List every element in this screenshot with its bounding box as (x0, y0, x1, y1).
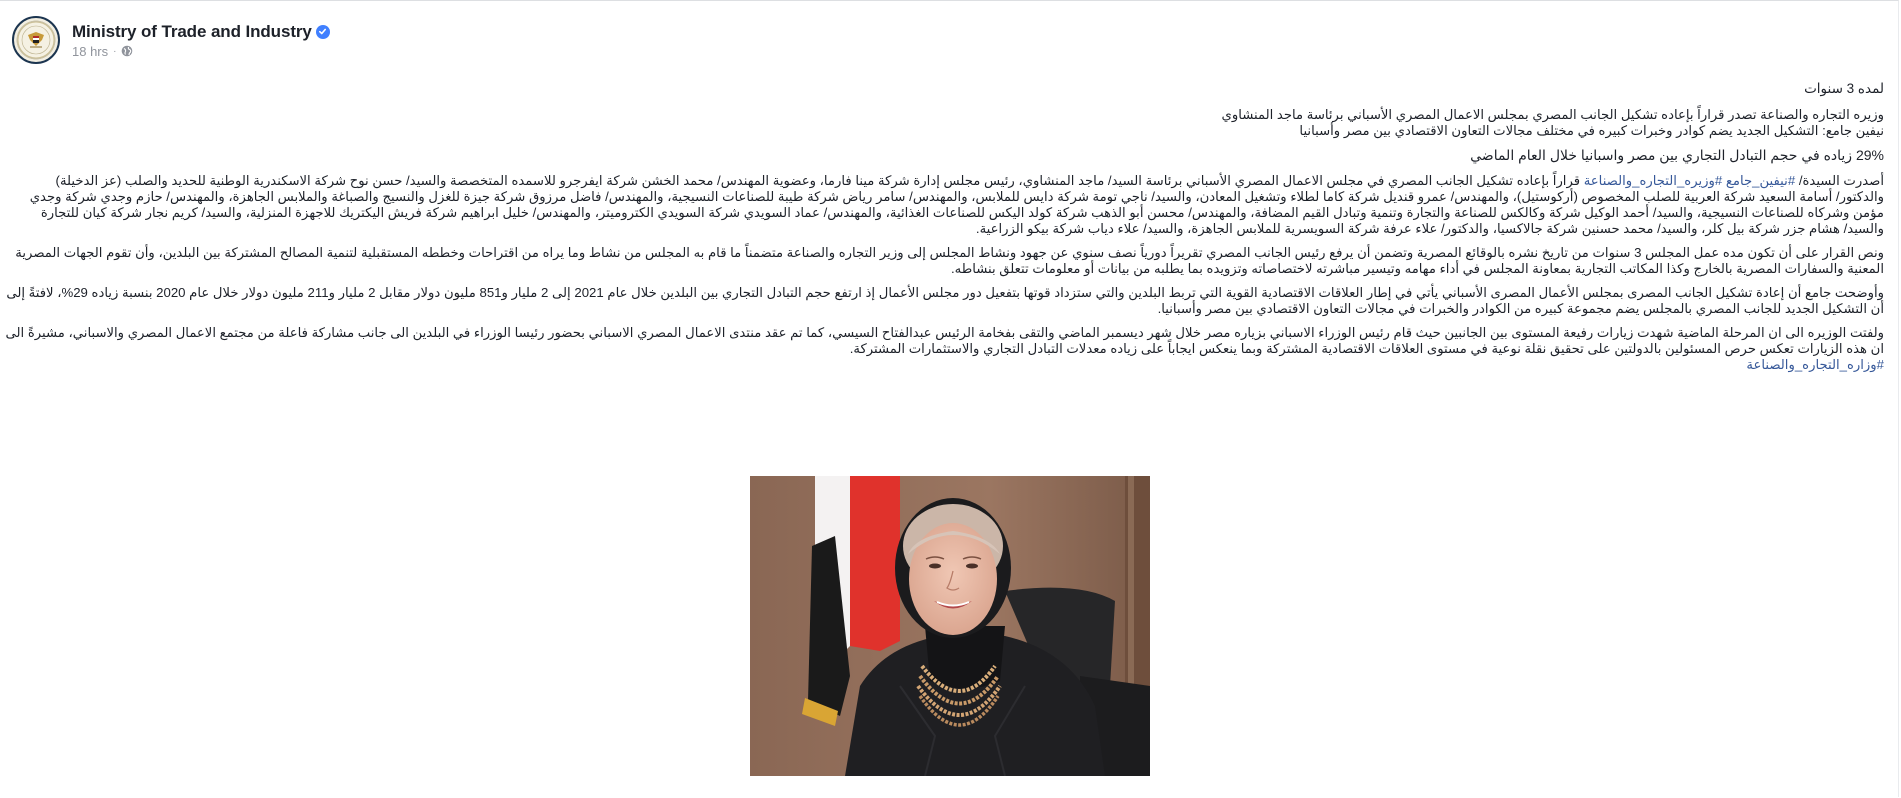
page-avatar[interactable] (12, 16, 60, 64)
post-paragraph-2: ونص القرار على أن تكون مده عمل المجلس 3 سنوات من تاريخ نشره بالوقائع المصرية وتضمن أن يرفع رئيس الجانب المصري تقريراً دورياً نصف سنوي عن جهود ونشاط المجلس إلى وزير التجاره والصناعة متضمناً ما قام به المجلس من نشاط وما يراه من اقتراحات وخططه المستقبلية لتنمية المصالح المشتركة بين البلدين، وأن تقوم الجهات المصرية المعنية والسفارات المصرية بالخارج وكذا المكاتب التجارية بمعاونة المجلس في أداء مهامه وتيسير مباشرته لاختصاصاته وتزويده بما يطلبه من بيانات أو معلومات تتعلق بنشاطه. (15, 245, 1884, 276)
post-body (4, 81, 1884, 373)
post-stat-line: 29% زياده في حجم التبادل التجاري بين مصر واسبانيا خلال العام الماضي (1470, 147, 1884, 163)
egypt-eagle-seal-icon (16, 20, 56, 60)
paragraph-1-text: قراراً بإعاده تشكيل الجانب المصري في مجلس الاعمال المصري الأسباني برئاسة السيد/ ماجد المنشاوي، رئيس مجلس إدارة شركة مينا فارما، وعضوية المهندس/ محمد الخشن شركة ايفرجرو للاسمده المتخصصة والسيد/ حسن نوح شركة الاسكندرية الوطنية للحديد والصلب (عز الدخيلة) والدكتور/ أسامة السعيد شركة العربية للصلب المخصوص (أركوستيل)، والمهندس/ عمرو قنديل شركة كاما لطلاء وتشغيل المعادن، والسيد/ ناجي تومة شركة دايس للملابس، والمهندس/ سامر رياض شركة طيبة للصناعات النسيجية، والمهندس/ فاضل مرزوق شركة جيزة للغزل والنسيج والصباغة والملابس الجاهزة، والمهندس/ حازم وجدي شركة وجدي مؤمن وشركاه للصناعات النسيجية، والسيد/ أحمد الوكيل شركة وكالكس للصناعة والتجارة وتنمية وتبادل القيم المضافة، والمهندس/ محسن أبو الذهب شركة كولد اليكس للصناعات الغذائية، والمهندس/ عماد السويدي شركة السويدي الكتروميتر، والمهندس/ خليل ابراهيم شركة فريش اليكتريك للاجهزة المنزلية، والسيد/ كريم نجار شركة كيان للتجارة والسيد/ هشام جزر شركة بيل كلر، والسيد/ محمد حسنين شركة جالاكسيا، والدكتور/ علاء عرفة شركة السويسرية للملابس الجاهزة، والسيد/ علاء دياب شركة بيكو الزراعية. (29, 173, 1884, 236)
separator-dot: · (113, 45, 117, 57)
post-photo[interactable] (750, 476, 1150, 776)
post-paragraph-3: وأوضحت جامع أن إعادة تشكيل الجانب المصرى بمجلس الأعمال المصرى الأسباني يأتي في إطار العلاقات الاقتصادية القوية التي تربط البلدين والتي ستزداد قوتها بتفعيل دور مجلس الأعمال إذ ارتفع حجم التبادل التجاري بين البلدين خلال عام 2021 إلى 2 مليار و851 مليون دولار مقابل 2 مليار و211 مليون دولار خلال عام 2020 بنسبة زياده 29%، لافتةً إلى أن التشكيل الجديد للجانب المصري بالمجلس يضم مجموعة كبيره من الكوادر والخبرات في مجالات التعاون الاقتصادي بين مصر وأسبانيا. (6, 285, 1884, 316)
minister-portrait-image (750, 476, 1150, 776)
paragraph-1-prefix: أصدرت السيدة/ (1795, 173, 1884, 188)
post-timestamp[interactable]: 18 hrs (72, 43, 109, 59)
post-paragraph-1 (4, 173, 1884, 237)
post-intro: لمده 3 سنوات (1804, 81, 1884, 96)
hashtag-minister-trade-industry[interactable]: #وزيره_التجاره_والصناعة (1583, 173, 1723, 188)
post-header (12, 16, 330, 64)
page-name-link[interactable]: Ministry of Trade and Industry (72, 21, 312, 41)
post-paragraph-4: ولفتت الوزيره الى ان المرحلة الماضية شهدت زيارات رفيعة المستوى بين الجانبين حيث قام رئيس الوزراء الاسباني بزياره مصر خلال شهر ديسمبر الماضي والتقى بفخامة الرئيس عبدالفتاح السيسي، كما تم عقد منتدى الاعمال المصري الاسباني بحضور رئيسا الوزراء في البلدين الى جانب مشاركة فاعلة من مجتمع الاعمال المصري والاسباني، مشيرةً الى ان هذه الزيارات تعكس حرص المسئولين بالدولتين على تحقيق نقلة نوعية في مستوى العلاقات الاقتصادية المشتركة وبما ينعكس ايجاباً على زياده معدلات التبادل التجاري والاستثمارات المشتركة. (5, 325, 1884, 356)
post-headline-2: نيفين جامع: التشكيل الجديد يضم كوادر وخبرات كبيره في مختلف مجالات التعاون الاقتصادي بين مصر وأسبانيا (1299, 123, 1884, 138)
verified-badge-icon (316, 25, 330, 39)
post-headline-1: وزيره التجاره والصناعة تصدر قراراً بإعاده تشكيل الجانب المصري بمجلس الاعمال المصري الأسباني برئاسة ماجد المنشاوي (1221, 107, 1884, 122)
closing-hashtag-row (4, 357, 1884, 373)
globe-icon[interactable] (121, 45, 133, 57)
hashtag-ministry-trade-industry[interactable]: #وزاره_التجاره_والصناعة (1746, 357, 1884, 372)
hashtag-nevine-gamea[interactable]: #نيفين_جامع (1725, 173, 1796, 188)
